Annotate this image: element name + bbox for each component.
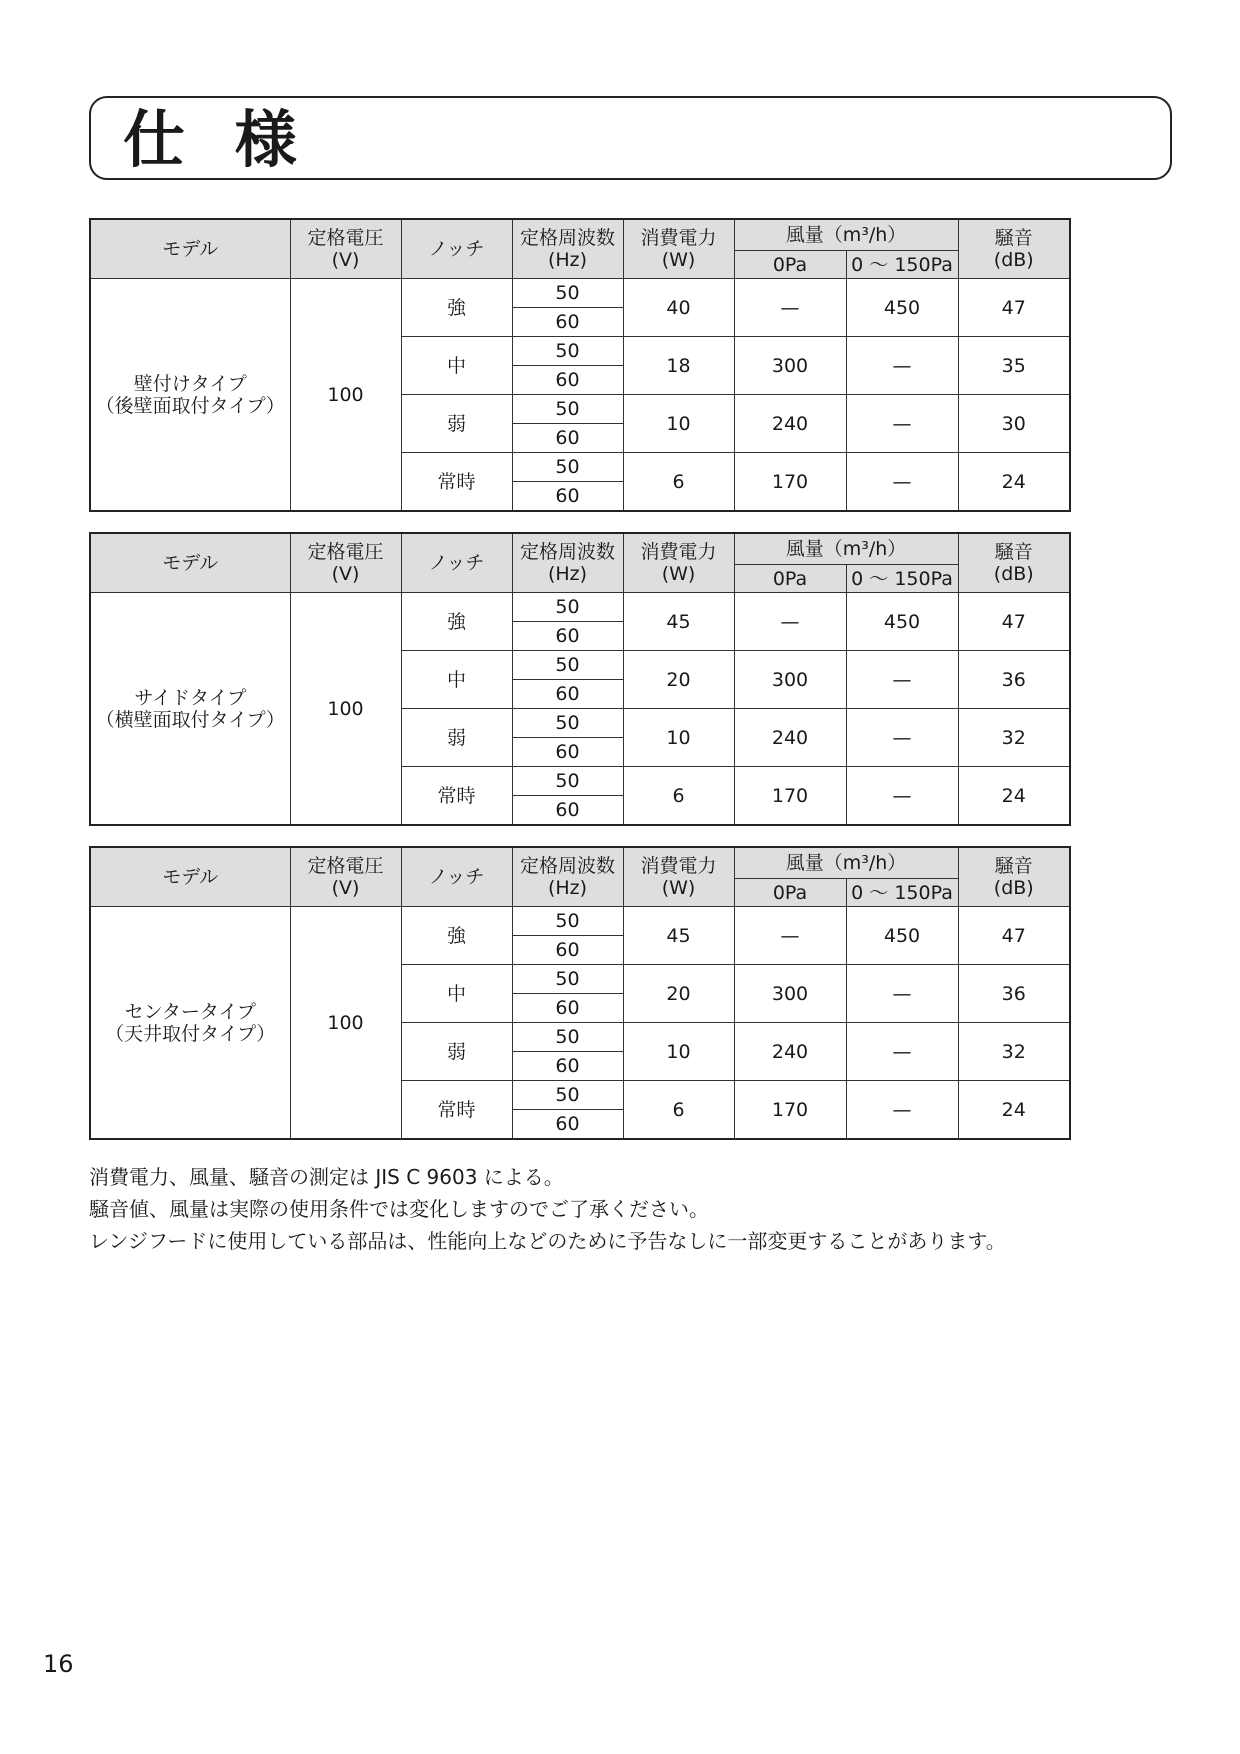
header-line: 定格周波数 [519, 541, 615, 563]
notch-value: 中 [401, 651, 512, 709]
noise-value: 30 [958, 395, 1070, 453]
frequency-value: 60 [512, 366, 623, 395]
header-voltage [290, 847, 401, 907]
model-name [90, 593, 290, 826]
header-airflow-150pa: 0 ～ 150Pa [846, 879, 958, 907]
header-model: モデル [90, 533, 290, 593]
frequency-value: 60 [512, 680, 623, 709]
note-2: 騒音値、風量は実際の使用条件では変化しますのでご了承ください。 [89, 1197, 709, 1221]
header-frequency [512, 533, 623, 593]
airflow-0pa-value: 300 [734, 651, 846, 709]
notch-value: 弱 [401, 709, 512, 767]
header-unit: (Hz) [547, 877, 588, 899]
header-voltage [290, 219, 401, 279]
power-value: 20 [623, 651, 734, 709]
noise-value: 47 [958, 593, 1070, 651]
header-model: モデル [90, 219, 290, 279]
header-line: 騒音 [994, 227, 1033, 249]
header-power [623, 219, 734, 279]
airflow-0pa-value: 240 [734, 395, 846, 453]
notch-value: 常時 [401, 767, 512, 826]
power-value: 18 [623, 337, 734, 395]
noise-value: 36 [958, 651, 1070, 709]
airflow-150pa-value: — [846, 651, 958, 709]
header-voltage [290, 533, 401, 593]
header-line: 消費電力 [640, 541, 717, 563]
page-number: 16 [43, 1650, 74, 1678]
frequency-value: 50 [512, 1081, 623, 1110]
header-noise [958, 219, 1070, 279]
header-airflow-150pa: 0 ～ 150Pa [846, 251, 958, 279]
noise-value: 36 [958, 965, 1070, 1023]
header-frequency [512, 219, 623, 279]
noise-value: 24 [958, 767, 1070, 826]
notch-value: 中 [401, 965, 512, 1023]
header-unit: (W) [661, 249, 696, 271]
notch-value: 強 [401, 593, 512, 651]
header-power [623, 847, 734, 907]
header-line: 消費電力 [640, 227, 717, 249]
voltage-value: 100 [290, 279, 401, 512]
airflow-150pa-value: 450 [846, 279, 958, 337]
header-line: 騒音 [994, 541, 1033, 563]
model-name [90, 279, 290, 512]
header-airflow: 風量（m³/h） [734, 533, 958, 565]
header-airflow-150pa: 0 ～ 150Pa [846, 565, 958, 593]
note-3: レンジフードに使用している部品は、性能向上などのために予告なしに一部変更することがあります。 [89, 1229, 1006, 1253]
power-value: 6 [623, 1081, 734, 1140]
header-model: モデル [90, 847, 290, 907]
frequency-value: 60 [512, 1110, 623, 1140]
model-name [90, 907, 290, 1140]
frequency-value: 50 [512, 907, 623, 936]
airflow-0pa-value: 300 [734, 337, 846, 395]
header-unit: (Hz) [547, 249, 588, 271]
power-value: 40 [623, 279, 734, 337]
power-value: 45 [623, 593, 734, 651]
airflow-0pa-value: — [734, 279, 846, 337]
header-line: 騒音 [994, 855, 1033, 877]
airflow-0pa-value: 240 [734, 1023, 846, 1081]
title-box [89, 96, 1172, 180]
note-1: 消費電力、風量、騒音の測定は JIS C 9603 による。 [89, 1165, 564, 1189]
airflow-150pa-value: 450 [846, 593, 958, 651]
voltage-value: 100 [290, 593, 401, 826]
noise-value: 32 [958, 1023, 1070, 1081]
frequency-value: 50 [512, 337, 623, 366]
header-airflow: 風量（m³/h） [734, 219, 958, 251]
header-unit: (W) [661, 563, 696, 585]
voltage-value: 100 [290, 907, 401, 1140]
frequency-value: 50 [512, 593, 623, 622]
header-noise [958, 533, 1070, 593]
spec-table [89, 218, 1071, 512]
airflow-150pa-value: — [846, 1023, 958, 1081]
airflow-150pa-value: — [846, 453, 958, 512]
table-row [90, 907, 1070, 936]
airflow-0pa-value: — [734, 907, 846, 965]
header-airflow: 風量（m³/h） [734, 847, 958, 879]
header-airflow-0pa: 0Pa [734, 879, 846, 907]
model-mount: （天井取付タイプ） [105, 1022, 276, 1045]
frequency-value: 60 [512, 796, 623, 826]
header-power [623, 533, 734, 593]
power-value: 10 [623, 1023, 734, 1081]
noise-value: 35 [958, 337, 1070, 395]
spec-table [89, 532, 1071, 826]
header-notch: ノッチ [401, 847, 512, 907]
frequency-value: 50 [512, 767, 623, 796]
frequency-value: 50 [512, 453, 623, 482]
airflow-0pa-value: 170 [734, 453, 846, 512]
notch-value: 強 [401, 907, 512, 965]
frequency-value: 50 [512, 1023, 623, 1052]
header-unit: (V) [331, 563, 360, 585]
table-row [90, 279, 1070, 308]
frequency-value: 50 [512, 279, 623, 308]
header-unit: (V) [331, 249, 360, 271]
frequency-value: 50 [512, 395, 623, 424]
model-mount: （後壁面取付タイプ） [95, 394, 285, 417]
power-value: 6 [623, 453, 734, 512]
header-line: 定格周波数 [519, 855, 615, 877]
frequency-value: 50 [512, 965, 623, 994]
frequency-value: 60 [512, 936, 623, 965]
header-airflow-0pa: 0Pa [734, 565, 846, 593]
airflow-150pa-value: 450 [846, 907, 958, 965]
notch-value: 常時 [401, 453, 512, 512]
header-notch: ノッチ [401, 533, 512, 593]
header-line: 定格周波数 [519, 227, 615, 249]
airflow-0pa-value: 170 [734, 1081, 846, 1140]
model-type: サイドタイプ [134, 686, 247, 709]
frequency-value: 60 [512, 622, 623, 651]
header-line: 定格電圧 [307, 227, 384, 249]
notch-value: 中 [401, 337, 512, 395]
power-value: 20 [623, 965, 734, 1023]
airflow-0pa-value: 300 [734, 965, 846, 1023]
frequency-value: 60 [512, 424, 623, 453]
power-value: 45 [623, 907, 734, 965]
airflow-150pa-value: — [846, 767, 958, 826]
airflow-0pa-value: 240 [734, 709, 846, 767]
airflow-150pa-value: — [846, 395, 958, 453]
frequency-value: 50 [512, 709, 623, 738]
notch-value: 強 [401, 279, 512, 337]
notch-value: 弱 [401, 395, 512, 453]
power-value: 6 [623, 767, 734, 826]
frequency-value: 60 [512, 482, 623, 512]
header-line: 定格電圧 [307, 855, 384, 877]
notch-value: 弱 [401, 1023, 512, 1081]
airflow-150pa-value: — [846, 709, 958, 767]
noise-value: 24 [958, 1081, 1070, 1140]
header-unit: (dB) [993, 563, 1034, 585]
noise-value: 47 [958, 907, 1070, 965]
noise-value: 32 [958, 709, 1070, 767]
header-unit: (W) [661, 877, 696, 899]
header-line: 定格電圧 [307, 541, 384, 563]
airflow-0pa-value: 170 [734, 767, 846, 826]
airflow-150pa-value: — [846, 1081, 958, 1140]
frequency-value: 60 [512, 308, 623, 337]
header-unit: (dB) [993, 877, 1034, 899]
frequency-value: 60 [512, 994, 623, 1023]
header-frequency [512, 847, 623, 907]
table-row [90, 593, 1070, 622]
header-line: 消費電力 [640, 855, 717, 877]
model-type: 壁付けタイプ [133, 372, 247, 395]
notch-value: 常時 [401, 1081, 512, 1140]
airflow-0pa-value: — [734, 593, 846, 651]
page-title: 仕 様 [123, 103, 311, 176]
header-unit: (Hz) [547, 563, 588, 585]
noise-value: 24 [958, 453, 1070, 512]
header-unit: (V) [331, 877, 360, 899]
power-value: 10 [623, 395, 734, 453]
spec-table [89, 846, 1071, 1140]
frequency-value: 60 [512, 738, 623, 767]
header-notch: ノッチ [401, 219, 512, 279]
model-mount: （横壁面取付タイプ） [95, 708, 285, 731]
noise-value: 47 [958, 279, 1070, 337]
notes [89, 1161, 1006, 1257]
frequency-value: 50 [512, 651, 623, 680]
header-noise [958, 847, 1070, 907]
model-type: センタータイプ [124, 1000, 256, 1023]
frequency-value: 60 [512, 1052, 623, 1081]
header-airflow-0pa: 0Pa [734, 251, 846, 279]
airflow-150pa-value: — [846, 965, 958, 1023]
airflow-150pa-value: — [846, 337, 958, 395]
power-value: 10 [623, 709, 734, 767]
header-unit: (dB) [993, 249, 1034, 271]
